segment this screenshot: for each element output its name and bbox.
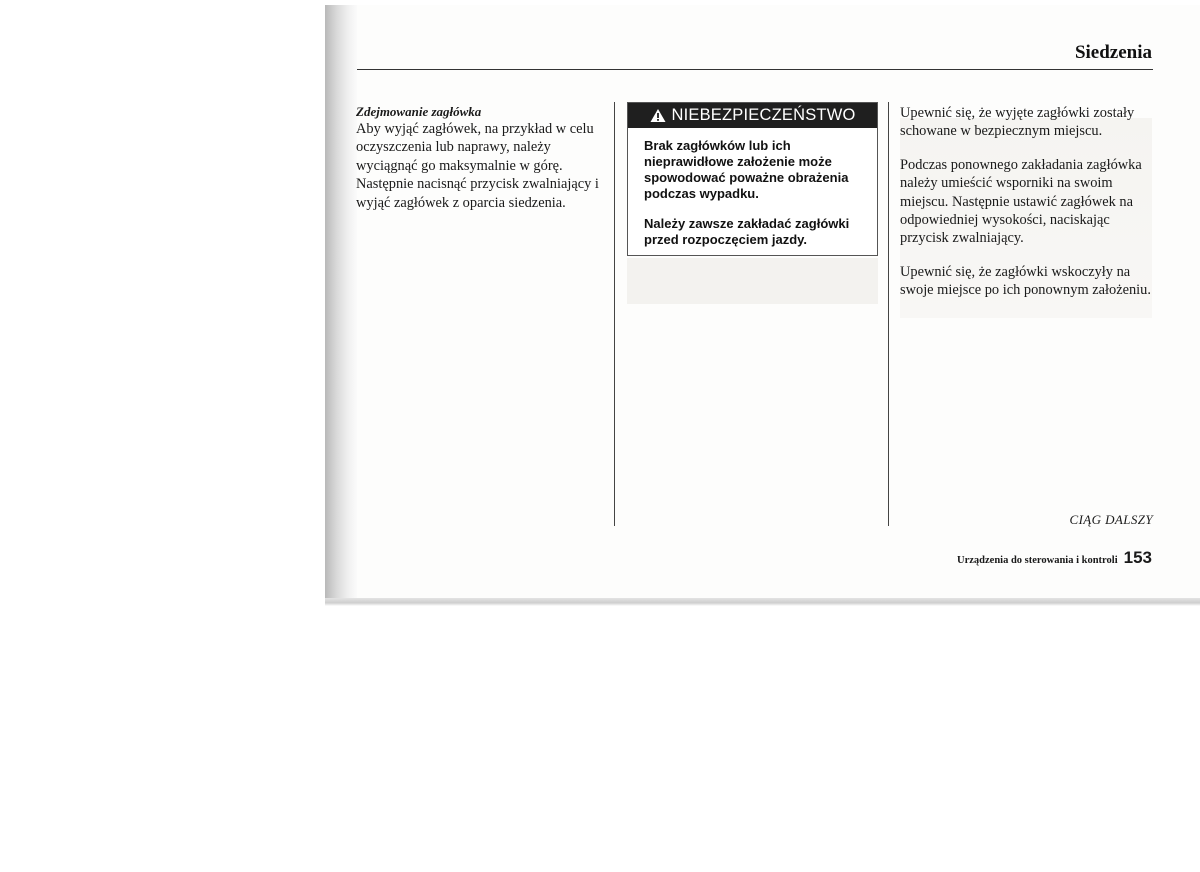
page-bottom-edge bbox=[325, 598, 1200, 606]
warning-box bbox=[627, 102, 878, 256]
column-divider-right bbox=[888, 102, 889, 526]
page-gutter-shadow bbox=[325, 5, 357, 605]
right-paragraph-1: Upewnić się, że wyjęte zagłówki zostały schowane w bezpiecznym miejscu. bbox=[900, 105, 1135, 140]
warning-triangle-icon bbox=[650, 108, 666, 123]
left-column-body: Aby wyjąć zagłówek, na przykład w celu oczyszczenia lub naprawy, należy wyciągnąć go maksymalnie w górę. Następnie nacisnąć przycisk zwalniający i wyjąć zagłówek z oparcia siedzenia. bbox=[356, 121, 599, 211]
right-column bbox=[900, 104, 1154, 315]
section-title: Siedzenia bbox=[1074, 42, 1152, 63]
warning-paragraph-1: Brak zagłówków lub ich nieprawidłowe założenie może spowodować poważne obrażenia podczas wypadku. bbox=[644, 138, 849, 201]
warning-body bbox=[628, 128, 877, 248]
subheading-removing-headrest: Zdejmowanie zagłówka bbox=[356, 104, 482, 119]
right-paragraph-3: Upewnić się, że zagłówki wskoczyły na swoje miejsce po ich ponownym założeniu. bbox=[900, 263, 1151, 299]
page-number: 153 bbox=[1123, 548, 1152, 567]
warning-title: NIEBEZPIECZEŃSTWO bbox=[671, 106, 856, 124]
continued-label: CIĄG DALSZY bbox=[1069, 512, 1153, 527]
warning-header bbox=[628, 103, 877, 128]
column-divider-left bbox=[614, 102, 615, 526]
header-rule bbox=[357, 69, 1153, 70]
bleed-through-shade bbox=[627, 258, 878, 304]
left-column bbox=[356, 104, 604, 212]
right-paragraph-2: Podczas ponownego zakładania zagłówka należy umieścić wsporniki na swoim miejscu. Następnie ustawić zagłówek na odpowiedniej wysokości, naciskając przycisk zwalniający. bbox=[900, 156, 1142, 247]
chapter-label: Urządzenia do sterowania i kontroli bbox=[957, 555, 1118, 566]
warning-paragraph-2: Należy zawsze zakładać zagłówki przed rozpoczęciem jazdy. bbox=[644, 216, 850, 247]
